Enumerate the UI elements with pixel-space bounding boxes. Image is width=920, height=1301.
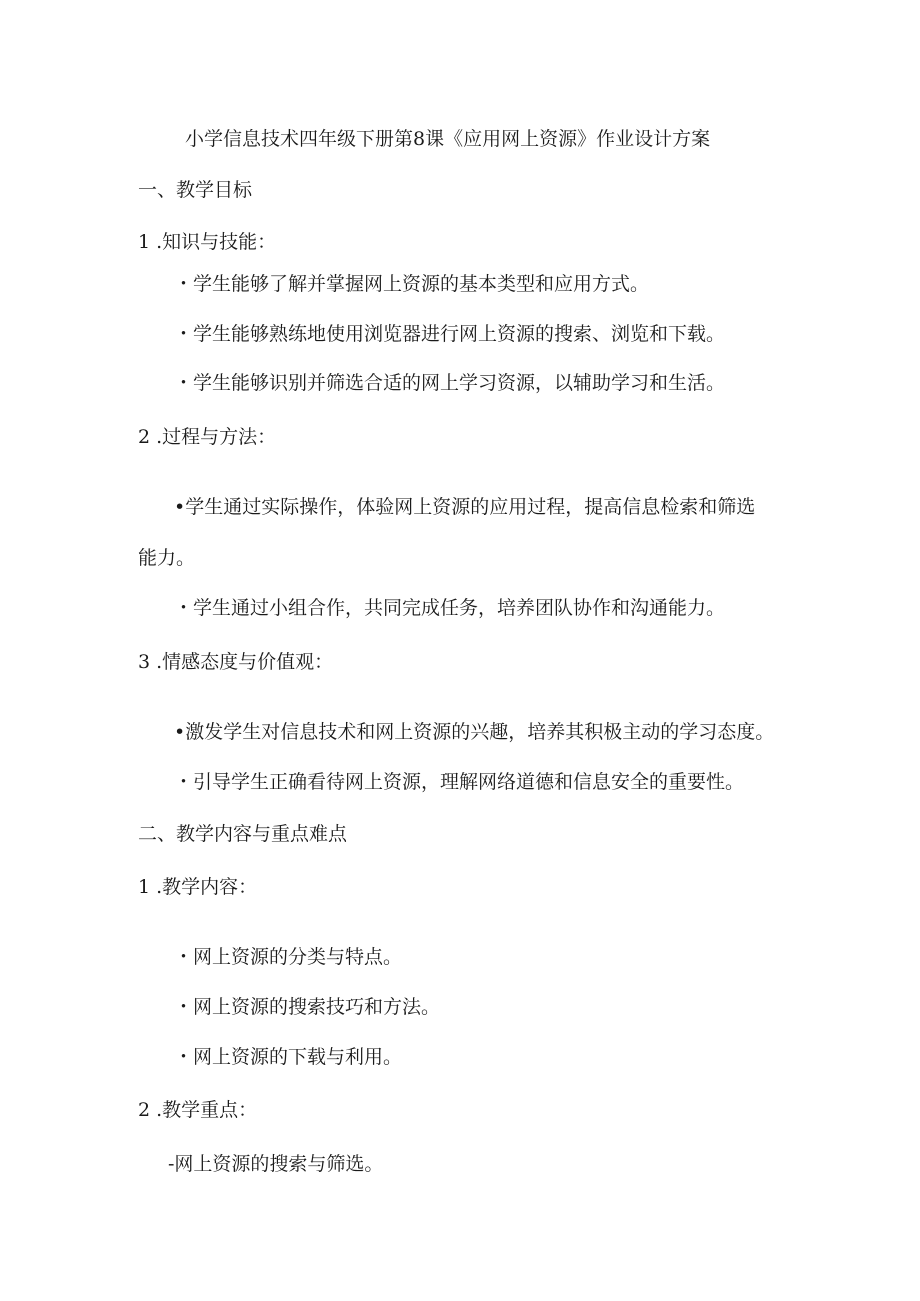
subheading-key-points: 2 .教学重点： (138, 1099, 258, 1121)
bullet-item: ・引导学生正确看待网上资源，理解网络道德和信息安全的重要性。 (174, 771, 745, 793)
bullet-item: ・学生能够了解并掌握网上资源的基本类型和应用方式。 (174, 273, 650, 295)
bullet-item: ・学生通过小组合作，共同完成任务，培养团队协作和沟通能力。 (174, 597, 726, 619)
bullet-item: ・网上资源的搜索技巧和方法。 (174, 996, 441, 1018)
bullet-item: ・学生能够熟练地使用浏览器进行网上资源的搜索、浏览和下载。 (174, 323, 726, 345)
bullet-item: ・学生能够识别并筛选合适的网上学习资源，以辅助学习和生活。 (174, 372, 726, 394)
bullet-item: •学生通过实际操作，体验网上资源的应用过程，提高信息检索和筛选 (174, 496, 756, 518)
subheading-process-methods: 2 .过程与方法： (138, 426, 277, 448)
bullet-item: ・网上资源的下载与利用。 (174, 1046, 403, 1068)
bullet-item: •激发学生对信息技术和网上资源的兴趣，培养其积极主动的学习态度。 (174, 721, 775, 743)
bullet-item: ・网上资源的分类与特点。 (174, 946, 403, 968)
section-heading-content: 二、教学内容与重点难点 (138, 823, 348, 845)
document-title: 小学信息技术四年级下册第8课《应用网上资源》作业设计方案 (185, 128, 711, 150)
subheading-knowledge-skills: 1 .知识与技能： (138, 231, 277, 253)
subheading-attitude-values: 3 .情感态度与价值观： (138, 651, 334, 673)
bullet-continuation: 能力。 (138, 547, 196, 569)
section-heading-objectives: 一、教学目标 (138, 179, 253, 201)
dash-item: -网上资源的搜索与筛选。 (168, 1153, 384, 1175)
subheading-teaching-content: 1 .教学内容： (138, 876, 258, 898)
